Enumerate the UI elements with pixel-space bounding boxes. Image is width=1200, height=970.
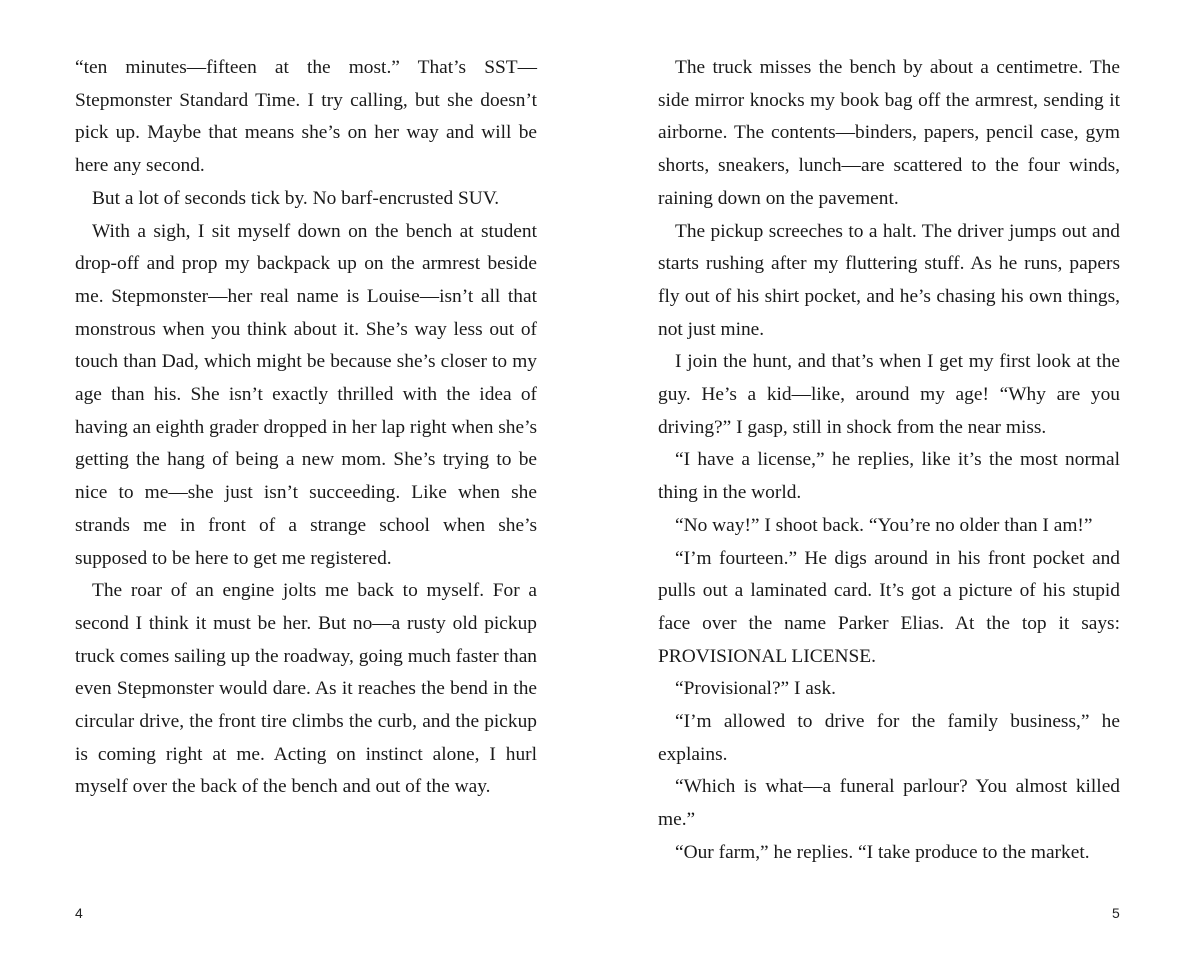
- paragraph: The pickup screeches to a halt. The driver jumps out and starts rushing after my fluttering stuff. As he runs, papers fly out of his shirt pocket, and he’s chasing his own things, not just mine.: [658, 220, 1120, 340]
- paragraph: I join the hunt, and that’s when I get my first look at the guy. He’s a kid—like, around my age! “Why are you driving?” I gasp, still in shock from the near miss.: [658, 351, 1120, 438]
- page-number: 4: [75, 905, 83, 921]
- right-page-text: [658, 52, 1120, 870]
- paragraph: The truck misses the bench by about a centimetre. The side mirror knocks my book bag off the armrest, sending it airborne. The contents—binders, papers, pencil case, gym shorts, sneakers, lunch—are scattered to the four winds, raining down on the pavement.: [658, 57, 1120, 209]
- paragraph: But a lot of seconds tick by. No barf-encrusted SUV.: [92, 187, 500, 209]
- paragraph: “Our farm,” he replies. “I take produce to the market.: [675, 841, 1090, 863]
- paragraph: “ten minutes—fifteen at the most.” That’s SST—Stepmonster Standard Time. I try calling, but she doesn’t pick up. Maybe that means she’s on her way and will be here any second.: [75, 57, 537, 177]
- page-number: 5: [1112, 905, 1120, 921]
- paragraph: “I’m allowed to drive for the family business,” he explains.: [658, 711, 1120, 765]
- left-page-text: [75, 52, 537, 804]
- paragraph: “I have a license,” he replies, like it’s the most normal thing in the world.: [658, 449, 1120, 504]
- paragraph: “No way!” I shoot back. “You’re no older than I am!”: [675, 514, 1093, 536]
- paragraph: The roar of an engine jolts me back to myself. For a second I think it must be her. But no—a rusty old pickup truck comes sailing up the roadway, going much faster than even Stepmonster would dare. As it reaches the bend in the circular drive, the front tire climbs the curb, and the pickup is coming right at me. Acting on instinct alone, I hurl myself over the back of the bench and out of the way.: [75, 580, 537, 798]
- paragraph: “I’m fourteen.” He digs around in his front pocket and pulls out a laminated card. It’s got a picture of his stupid face over the name Parker Elias. At the top it says: PROVISIONAL LICENSE.: [658, 547, 1120, 667]
- paragraph: With a sigh, I sit myself down on the bench at student drop-off and prop my backpack up on the armrest beside me. Stepmonster—her real name is Louise—isn’t all that monstrous when you think about it. She’s way less out of touch than Dad, which might be because she’s closer to my age than his. She isn’t exactly thrilled with the idea of having an eighth grader dropped in her lap right when she’s getting the hang of being a new mom. She’s trying to be nice to me—she just isn’t succeeding. Like when she strands me in front of a strange school when she’s supposed to be here to get me registered.: [75, 220, 538, 569]
- paragraph: “Provisional?” I ask.: [675, 678, 837, 700]
- paragraph: “Which is what—a funeral parlour? You almost killed me.”: [658, 776, 1120, 831]
